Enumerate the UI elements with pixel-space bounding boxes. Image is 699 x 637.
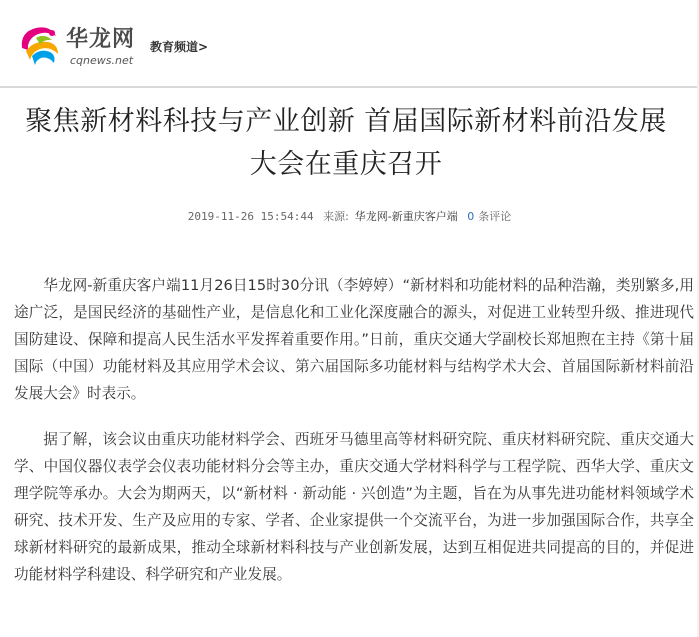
article-paragraph: 据了解，该会议由重庆功能材料学会、西班牙马德里高等材料研究院、重庆材料研究院、重庆交通大学、中国仪器仪表学会仪表功能材料分会等主办，重庆交通大学材料科学与工程学院、西华大学、重庆文理学院等承办。大会为期两天，以“新材料 · 新动能 · 兴创造”为主题，旨在为从事先进功能材料领域学术研究、技术开发、生产及应用的专家、学者、企业家提供一个交流平台，为进一步加强国际合作，共享全球新材料研究的最新成果，推动全球新材料科技与产业创新发展，达到互相促进共同提高的目的，并促进功能材料学科建设、科学研究和产业发展。 bbox=[14, 431, 694, 583]
source-name[interactable]: 华龙网-新重庆客户端 bbox=[354, 210, 458, 223]
comment-count[interactable]: 0 bbox=[467, 210, 475, 223]
brand-name[interactable]: 华龙网 bbox=[66, 27, 136, 52]
breadcrumb-arrow-icon: > bbox=[198, 40, 209, 54]
site-header bbox=[0, 0, 699, 86]
site-domain: cqnews.net bbox=[70, 54, 134, 67]
comment-label[interactable]: 条评论 bbox=[478, 210, 512, 223]
article-body bbox=[14, 272, 694, 607]
breadcrumb bbox=[150, 40, 208, 54]
header-divider bbox=[0, 86, 699, 88]
article-title: 聚焦新材料科技与产业创新 首届国际新材料前沿发展大会在重庆召开 bbox=[25, 106, 667, 180]
source-label: 来源: bbox=[323, 210, 349, 223]
hualong-logo-icon[interactable] bbox=[14, 18, 64, 68]
channel-link[interactable]: 教育频道 bbox=[150, 40, 199, 54]
article-meta bbox=[0, 209, 699, 225]
publish-date: 2019-11-26 15:54:44 bbox=[187, 210, 314, 223]
article-paragraph: 华龙网-新重庆客户端11月26日15时30分讯（李婷婷）“新材料和功能材料的品种浩瀚，类别繁多,用途广泛，是国民经济的基础性产业，是信息化和工业化深度融合的源头，对促进工业转型升级、推进现代国防建设、保障和提高人民生活水平发挥着重要作用。”日前，重庆交通大学副校长郑旭煦在主持《第十届国际（中国）功能材料及其应用学术会议、第六届国际多功能材料与结构学术大会、首届国际新材料前沿发展大会》时表示。 bbox=[14, 277, 694, 402]
